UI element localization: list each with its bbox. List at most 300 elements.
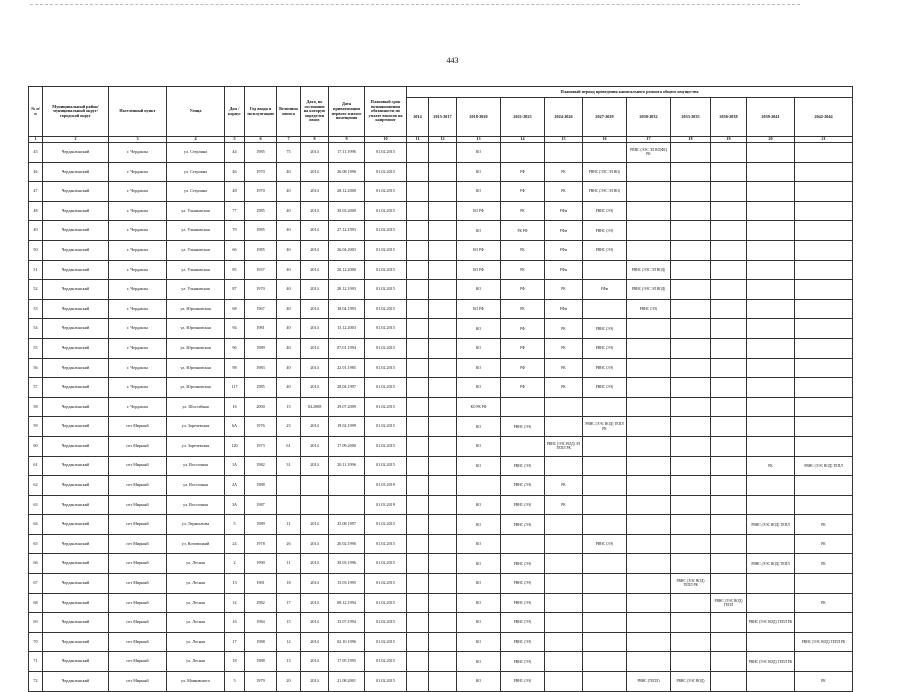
period-cell xyxy=(671,554,711,574)
period-cell xyxy=(407,240,429,260)
wear-date-cell: 2014 xyxy=(301,201,329,221)
table-row xyxy=(29,515,853,535)
obligation-date-cell: 01.02.2015 xyxy=(365,280,407,300)
street-cell: ул. Стерлина xyxy=(167,182,225,202)
district-cell: Чердаклинский xyxy=(43,143,109,163)
period-cell: КО xyxy=(457,143,501,163)
obligation-date-cell: 01.02.2015 xyxy=(365,338,407,358)
settlement-cell: г. Чердаклы xyxy=(109,260,167,280)
privatization-date-cell: 20.12.2000 xyxy=(329,260,365,280)
obligation-date-cell: 01.02.2015 xyxy=(365,574,407,594)
house-cell: 44 xyxy=(225,143,245,163)
period-cell xyxy=(747,632,795,652)
settlement-cell: пгт Мирный xyxy=(109,495,167,515)
period-cell xyxy=(795,574,853,594)
period-cell xyxy=(429,515,457,535)
house-cell: 5 xyxy=(225,672,245,692)
period-cell xyxy=(711,632,747,652)
period-cell xyxy=(747,319,795,339)
district-cell: Чердаклинский xyxy=(43,495,109,515)
period-cell xyxy=(711,534,747,554)
period-cell xyxy=(429,456,457,476)
period-cell: РК РФ xyxy=(501,221,545,241)
period-cell: РВНС (ЭЭ) xyxy=(583,319,627,339)
settlement-cell: пгт Мирный xyxy=(109,632,167,652)
house-cell: 2 xyxy=(225,554,245,574)
year-cell: 1973 xyxy=(245,436,277,456)
period-cell xyxy=(711,182,747,202)
period-cell xyxy=(407,456,429,476)
obligation-date-cell: 01.02.2015 xyxy=(365,378,407,398)
period-cell: РФ xyxy=(501,338,545,358)
wear-date-cell: 2014 xyxy=(301,593,329,613)
house-cell: 117 xyxy=(225,378,245,398)
period-cell: РК xyxy=(545,378,583,398)
period-cell: РК xyxy=(747,456,795,476)
obligation-date-cell: 01.02.2015 xyxy=(365,515,407,535)
period-cell xyxy=(795,299,853,319)
period-cell xyxy=(795,143,853,163)
period-cell xyxy=(711,515,747,535)
period-cell xyxy=(711,652,747,672)
period-cell: РВНС (ЭЭ) xyxy=(583,358,627,378)
period-cell xyxy=(407,534,429,554)
period-cell xyxy=(583,299,627,319)
year-cell: 1984 xyxy=(245,613,277,633)
year-cell: 1979 xyxy=(245,672,277,692)
wear-cell: 11 xyxy=(277,515,301,535)
wear-date-cell: 2014 xyxy=(301,456,329,476)
period-cell xyxy=(711,672,747,692)
period-cell: РВНС (ЭЭ) xyxy=(501,593,545,613)
period-cell xyxy=(711,436,747,456)
period-cell xyxy=(795,162,853,182)
period-cell: РВНС (ЭЭС ЭЛ ВОД) xyxy=(627,280,671,300)
period-cell xyxy=(711,417,747,437)
period-cell xyxy=(627,358,671,378)
obligation-date-cell: 01.02.2015 xyxy=(365,240,407,260)
obligation-date-cell: 01.02.2015 xyxy=(365,201,407,221)
period-cell: РВНС (ЭЭ) xyxy=(501,574,545,594)
row-number: 69 xyxy=(29,613,43,633)
wear-date-cell: 2014 xyxy=(301,417,329,437)
obligation-date-cell: 01.02.2015 xyxy=(365,143,407,163)
period-cell: РВНС (ЭЭС ВОД) ТЕПЛ xyxy=(795,456,853,476)
district-cell: Чердаклинский xyxy=(43,613,109,633)
period-cell: КО xyxy=(457,221,501,241)
row-number: 54 xyxy=(29,319,43,339)
period-cell xyxy=(795,436,853,456)
period-cell xyxy=(671,495,711,515)
district-cell: Чердаклинский xyxy=(43,162,109,182)
street-cell: ул. Лесная xyxy=(167,613,225,633)
period-cell xyxy=(429,574,457,594)
period-cell xyxy=(407,201,429,221)
period-cell xyxy=(583,260,627,280)
privatization-date-cell: 17.09.2000 xyxy=(329,436,365,456)
period-cell xyxy=(747,280,795,300)
obligation-date-cell: 01.02.2015 xyxy=(365,534,407,554)
period-cell: КО xyxy=(457,672,501,692)
year-cell: 1990 xyxy=(245,554,277,574)
period-cell xyxy=(711,221,747,241)
period-cell xyxy=(501,397,545,417)
row-number: 72 xyxy=(29,672,43,692)
column-number: 21 xyxy=(795,137,853,143)
period-cell xyxy=(627,338,671,358)
period-cell: КО РФ xyxy=(457,240,501,260)
period-cell xyxy=(627,240,671,260)
period-cell: РВНС (ЭЭ) xyxy=(501,613,545,633)
period-cell xyxy=(711,397,747,417)
period-cell: КО xyxy=(457,632,501,652)
period-cell xyxy=(747,201,795,221)
period-cell xyxy=(407,397,429,417)
period-cell xyxy=(711,338,747,358)
period-cell xyxy=(545,456,583,476)
period-cell: КО РФ xyxy=(457,299,501,319)
row-number: 56 xyxy=(29,358,43,378)
period-cell xyxy=(711,319,747,339)
period-cell xyxy=(407,652,429,672)
district-cell: Чердаклинский xyxy=(43,436,109,456)
period-cell xyxy=(627,201,671,221)
table-row xyxy=(29,358,853,378)
district-cell: Чердаклинский xyxy=(43,240,109,260)
period-cell xyxy=(407,554,429,574)
period-cell: РК xyxy=(795,672,853,692)
column-number: 4 xyxy=(167,137,225,143)
period-cell xyxy=(711,613,747,633)
period-cell xyxy=(407,319,429,339)
period-cell: РК xyxy=(795,593,853,613)
period-cell xyxy=(545,593,583,613)
year-cell: 1937 xyxy=(245,260,277,280)
period-cell xyxy=(429,240,457,260)
street-cell: ул. Ульяновская xyxy=(167,201,225,221)
obligation-date-cell: 01.02.2015 xyxy=(365,182,407,202)
privatization-date-cell xyxy=(329,476,365,496)
privatization-date-cell: 29.07.2009 xyxy=(329,397,365,417)
row-number: 58 xyxy=(29,397,43,417)
period-cell xyxy=(407,260,429,280)
period-cell xyxy=(407,672,429,692)
year-cell: 1967 xyxy=(245,299,277,319)
period-cell xyxy=(747,143,795,163)
period-cell xyxy=(429,613,457,633)
row-number: 70 xyxy=(29,632,43,652)
period-cell xyxy=(429,652,457,672)
table-row xyxy=(29,162,853,182)
wear-date-cell: 04.2008 xyxy=(301,397,329,417)
year-cell: 1976 xyxy=(245,417,277,437)
house-cell: 68 xyxy=(225,299,245,319)
table-row xyxy=(29,456,853,476)
period-cell xyxy=(627,574,671,594)
row-number: 46 xyxy=(29,162,43,182)
wear-date-cell: 2014 xyxy=(301,436,329,456)
wear-date-cell: 2014 xyxy=(301,221,329,241)
wear-cell: 11 xyxy=(277,554,301,574)
settlement-cell: г. Чердаклы xyxy=(109,162,167,182)
period-cell xyxy=(747,240,795,260)
row-number: 53 xyxy=(29,299,43,319)
period-cell xyxy=(671,613,711,633)
period-cell xyxy=(627,593,671,613)
period-cell: РФм xyxy=(545,240,583,260)
district-cell: Чердаклинский xyxy=(43,652,109,672)
obligation-date-cell: 01.02.2015 xyxy=(365,672,407,692)
wear-date-cell xyxy=(301,495,329,515)
period-cell: РВНС (ЭЭС ЭЛ ВОД) xyxy=(627,260,671,280)
wear-date-cell: 2014 xyxy=(301,319,329,339)
period-cell xyxy=(627,456,671,476)
privatization-date-cell: 28.04.1997 xyxy=(329,378,365,398)
period-cell: РВНС (ЭЭС ВОД) ТЕПЛ РК xyxy=(671,574,711,594)
wear-date-cell: 2014 xyxy=(301,378,329,398)
period-cell xyxy=(583,632,627,652)
settlement-cell: пгт Мирный xyxy=(109,672,167,692)
period-header-11: 2042-2044 xyxy=(795,98,853,137)
year-cell: 2000 xyxy=(245,397,277,417)
period-cell xyxy=(671,338,711,358)
period-cell: КО xyxy=(457,436,501,456)
period-cell xyxy=(747,574,795,594)
period-cell xyxy=(795,652,853,672)
period-cell: КО xyxy=(457,319,501,339)
period-cell: РК xyxy=(545,182,583,202)
privatization-date-cell: 18.04.1993 xyxy=(329,299,365,319)
period-cell xyxy=(407,593,429,613)
period-header-9: 2036-2038 xyxy=(711,98,747,137)
period-cell: РФ xyxy=(501,182,545,202)
wear-cell: 61 xyxy=(277,436,301,456)
period-cell: КО РФ xyxy=(457,201,501,221)
wear-cell: 18 xyxy=(277,574,301,594)
period-cell: КО xyxy=(457,652,501,672)
table-row xyxy=(29,240,853,260)
period-cell xyxy=(711,201,747,221)
period-cell: КО xyxy=(457,495,501,515)
period-cell: РФм xyxy=(545,299,583,319)
street-cell: ул. Стерлина xyxy=(167,143,225,163)
period-cell xyxy=(407,613,429,633)
period-cell: РК xyxy=(545,319,583,339)
column-number: 10 xyxy=(365,137,407,143)
wear-date-cell: 2014 xyxy=(301,182,329,202)
privatization-date-cell: 25.08.1997 xyxy=(329,515,365,535)
obligation-date-cell: 01.02.2015 xyxy=(365,358,407,378)
period-cell xyxy=(545,417,583,437)
period-cell: РК xyxy=(795,515,853,535)
period-cell: КО xyxy=(457,162,501,182)
period-cell xyxy=(583,593,627,613)
wear-cell: 13 xyxy=(277,652,301,672)
period-cell xyxy=(429,593,457,613)
period-cell xyxy=(795,495,853,515)
house-cell: 98 xyxy=(225,358,245,378)
period-cell xyxy=(407,299,429,319)
column-number: 6 xyxy=(245,137,277,143)
table-row xyxy=(29,632,853,652)
privatization-date-cell: 22.01.1985 xyxy=(329,358,365,378)
period-cell: КО xyxy=(457,417,501,437)
period-cell: КО РК РФ xyxy=(457,397,501,417)
period-cell xyxy=(795,476,853,496)
house-cell: 14 xyxy=(225,593,245,613)
period-cell xyxy=(671,358,711,378)
header-col-6: Год ввода в эксплуатацию xyxy=(245,87,277,137)
period-cell xyxy=(627,613,671,633)
street-cell: ул. Лесная xyxy=(167,593,225,613)
period-cell: РК xyxy=(545,162,583,182)
header-col-7: Величина износа xyxy=(277,87,301,137)
wear-cell: 12 xyxy=(277,632,301,652)
district-cell: Чердаклинский xyxy=(43,201,109,221)
period-cell xyxy=(747,436,795,456)
period-header-3: 2018-2020 xyxy=(457,98,501,137)
period-cell xyxy=(747,495,795,515)
header-col-2: Муниципальный район/муниципальный округ/городской округ xyxy=(43,87,109,137)
table-row xyxy=(29,495,853,515)
period-cell xyxy=(627,378,671,398)
header-col-8: Дата, по состоянию на которую определен износ xyxy=(301,87,329,137)
row-number: 51 xyxy=(29,260,43,280)
period-cell xyxy=(407,632,429,652)
district-cell: Чердаклинский xyxy=(43,182,109,202)
wear-date-cell: 2014 xyxy=(301,338,329,358)
period-cell xyxy=(711,495,747,515)
period-cell: РВНС (ЭЭС ВОД) ТЕПЛ РК xyxy=(747,613,795,633)
period-cell xyxy=(795,260,853,280)
period-cell xyxy=(711,162,747,182)
period-cell xyxy=(671,515,711,535)
street-cell: ул. Юргиновская xyxy=(167,338,225,358)
period-cell xyxy=(429,534,457,554)
table-row xyxy=(29,593,853,613)
wear-date-cell: 2014 xyxy=(301,672,329,692)
year-cell: 1982 xyxy=(245,593,277,613)
street-cell: ул. Юргиновская xyxy=(167,319,225,339)
year-cell: 1989 xyxy=(245,338,277,358)
row-number: 45 xyxy=(29,143,43,163)
period-cell xyxy=(747,378,795,398)
header-col-9: Дата приватизации первого жилого помещения xyxy=(329,87,365,137)
obligation-date-cell: 01.02.2015 xyxy=(365,652,407,672)
wear-cell: 75 xyxy=(277,143,301,163)
wear-date-cell: 2014 xyxy=(301,632,329,652)
period-cell: РК xyxy=(501,240,545,260)
period-cell xyxy=(429,436,457,456)
settlement-cell: г. Чердаклы xyxy=(109,280,167,300)
wear-cell: 40 xyxy=(277,182,301,202)
header-col-3: Населенный пункт xyxy=(109,87,167,137)
period-header-2: 2015-2017 xyxy=(429,98,457,137)
street-cell: ул. Лермонтова xyxy=(167,515,225,535)
row-number: 50 xyxy=(29,240,43,260)
period-cell xyxy=(671,436,711,456)
period-cell xyxy=(583,652,627,672)
capital-repair-table xyxy=(28,86,853,692)
period-cell xyxy=(747,182,795,202)
period-cell xyxy=(747,260,795,280)
table-row xyxy=(29,534,853,554)
column-number: 18 xyxy=(671,137,711,143)
district-cell: Чердаклинский xyxy=(43,534,109,554)
settlement-cell: пгт Мирный xyxy=(109,436,167,456)
obligation-date-cell: 01.03.2019 xyxy=(365,476,407,496)
period-cell xyxy=(583,436,627,456)
table-header xyxy=(29,87,853,143)
period-cell: РФ xyxy=(501,358,545,378)
period-cell xyxy=(407,280,429,300)
obligation-date-cell: 01.02.2015 xyxy=(365,417,407,437)
column-number: 15 xyxy=(545,137,583,143)
period-cell xyxy=(429,358,457,378)
period-cell xyxy=(545,613,583,633)
table-row xyxy=(29,574,853,594)
house-cell: 18 xyxy=(225,652,245,672)
period-cell xyxy=(671,397,711,417)
obligation-date-cell: 01.02.2015 xyxy=(365,299,407,319)
district-cell: Чердаклинский xyxy=(43,378,109,398)
district-cell: Чердаклинский xyxy=(43,593,109,613)
period-cell xyxy=(407,495,429,515)
row-number: 63 xyxy=(29,495,43,515)
house-cell: 94 xyxy=(225,319,245,339)
period-cell xyxy=(795,397,853,417)
street-cell: ул. Шоссейная xyxy=(167,397,225,417)
planned-period-header: Плановый период проведения капитального ремонта общего имущества xyxy=(407,87,853,98)
year-cell: 1988 xyxy=(245,632,277,652)
privatization-date-cell: 26.08.1996 xyxy=(329,162,365,182)
column-number: 11 xyxy=(407,137,429,143)
house-cell: 13 xyxy=(225,574,245,594)
period-cell: РК xyxy=(545,476,583,496)
house-cell: 77 xyxy=(225,201,245,221)
obligation-date-cell: 01.02.2015 xyxy=(365,260,407,280)
period-cell xyxy=(545,515,583,535)
obligation-date-cell: 01.03.2019 xyxy=(365,495,407,515)
period-header-1: 2014 xyxy=(407,98,429,137)
period-cell xyxy=(711,358,747,378)
column-number: 13 xyxy=(457,137,501,143)
district-cell: Чердаклинский xyxy=(43,397,109,417)
year-cell: 1987 xyxy=(245,495,277,515)
period-cell: РФ xyxy=(501,378,545,398)
house-cell: 120 xyxy=(225,436,245,456)
period-cell xyxy=(747,162,795,182)
wear-cell: 17 xyxy=(277,593,301,613)
table-row xyxy=(29,299,853,319)
period-cell: КО xyxy=(457,280,501,300)
period-cell: КО xyxy=(457,358,501,378)
settlement-cell: пгт Мирный xyxy=(109,574,167,594)
settlement-cell: пгт Мирный xyxy=(109,534,167,554)
period-cell xyxy=(429,397,457,417)
obligation-date-cell: 01.02.2015 xyxy=(365,319,407,339)
table-row xyxy=(29,476,853,496)
period-cell xyxy=(501,143,545,163)
capital-repair-table-wrap xyxy=(28,86,853,692)
settlement-cell: пгт Мирный xyxy=(109,456,167,476)
period-cell: КО xyxy=(457,534,501,554)
street-cell: ул. Восточная xyxy=(167,495,225,515)
period-cell xyxy=(627,397,671,417)
column-number: 5 xyxy=(225,137,245,143)
table-row xyxy=(29,378,853,398)
row-number: 67 xyxy=(29,574,43,594)
